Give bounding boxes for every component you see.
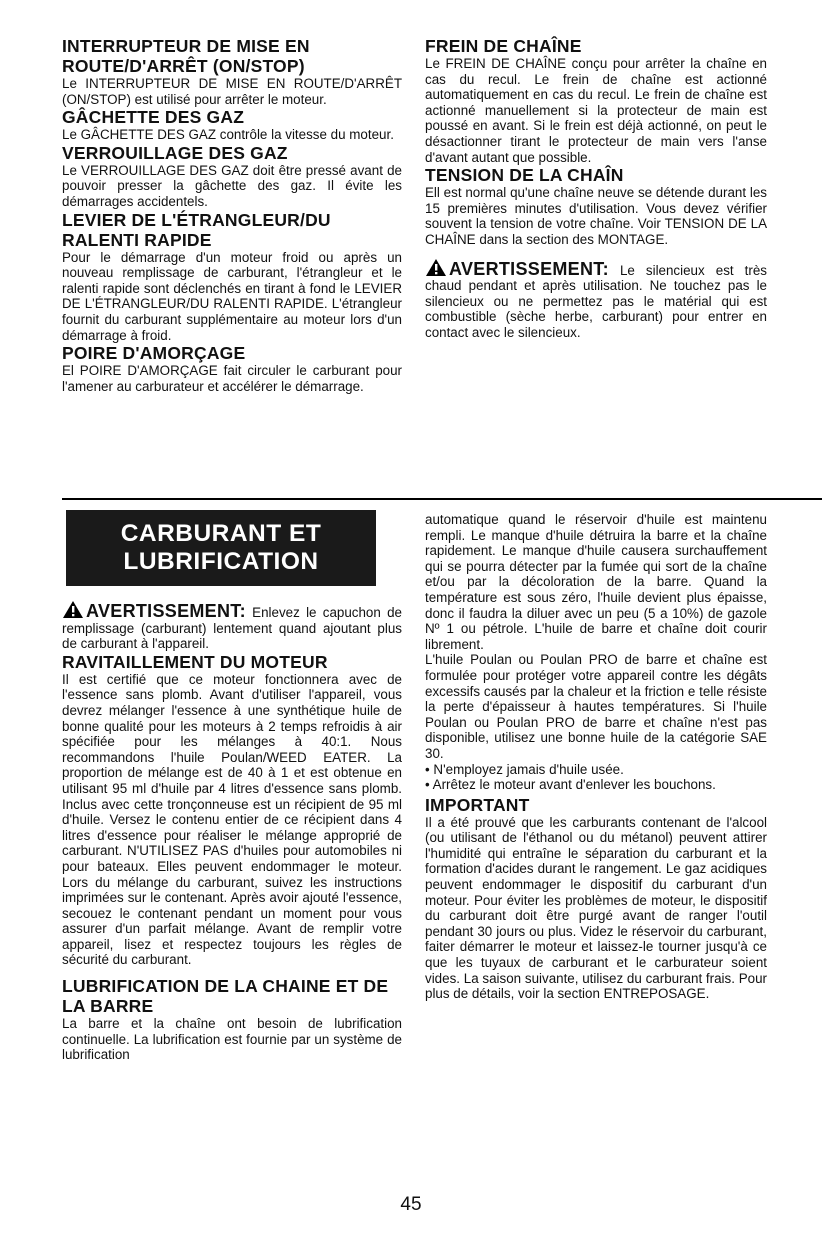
text-chain-brake: Le FREIN DE CHAÎNE conçu pour arrêter la chaîne en cas du recul. Le frein de chaîne est actionné automatiquement en cas du recul. Le frein de chaîne est actionné manuellement si la protecteur de main est poussé en avant. Si le frein est déjà actionné, on peut le désactionner tirant le protecteur de main vers l'anse d'avant autant que possible. bbox=[425, 56, 767, 165]
text-important: Il a été prouvé que les carburants contenant de l'alcool (ou utilisant de l'éthanol ou du métanol) peuvent attirer l'humidité qui entraîne le séparation du carburant et la formation d'acides durant le rangement. Le gaz acidiques peuvent endommager le dispositif du carburant d'un moteur. Pour éviter les problèmes de moteur, le dispositif du carburant doit être purgé avant de ranger l'outil pendant 30 jours ou plus. Videz le réservoir du carburant, faiter démarrer le moteur et laissez-le tourner jusqu'à ce que les tuyaux de carburant et le carburateur soient vides. La saison suivante, utilisez du carburant frais. Pour plus de détails, voir la section ENTREPOSAGE. bbox=[425, 814, 767, 1002]
warning-label: AVERTISSEMENT: bbox=[86, 601, 246, 621]
text-oil-continued: automatique quand le réservoir d'huile est maintenu rempli. Le manque d'huile détruira la barre et la chaîne rapidement. Le manque d'huile causera surchauffement qui se pourra détecter par la fumée qui sort de la chaîne et/ou par la décoloration de la barre. Quand la température est sous zéro, l'huile devient plus épaisse, donc il faudra la diluer avec un peu (5 a 10%) de gazole Nº 1 ou pétrole. L'huile de barre et chaîne doit courir librement. bbox=[425, 512, 767, 652]
heading-choke-lever: LEVIER DE L'ÉTRANGLEUR/DU RALENTI RAPIDE bbox=[62, 209, 331, 250]
text-on-stop-switch: Le INTERRUPTEUR DE MISE EN ROUTE/D'ARRÊT (ON/STOP) est utilisé pour arrêter le moteur. bbox=[62, 76, 402, 107]
bullet-item: • Arrêtez le moteur avant d'enlever les bouchons. bbox=[425, 777, 716, 793]
top-left-column bbox=[62, 36, 402, 394]
text-bar-chain-lubrication: La barre et la chaîne ont besoin de lubrification continuelle. La lubrification est fournie par un système de lubrification bbox=[62, 1016, 402, 1063]
heading-important: IMPORTANT bbox=[425, 794, 530, 815]
muffler-warning bbox=[425, 258, 767, 341]
warning-text: Le silencieux est très chaud pendant et après utilisation. Ne touchez pas le silencieux ou ne permettez pas le matérial qui est combustible (sèche herbe, carburant) pour entrer en contact avec le silencieux. bbox=[425, 262, 767, 340]
warning-label: AVERTISSEMENT: bbox=[449, 258, 609, 279]
fuel-cap-warning bbox=[62, 600, 402, 652]
warning-triangle-icon bbox=[62, 600, 84, 619]
section-divider bbox=[62, 498, 822, 500]
top-right-column bbox=[425, 36, 767, 341]
bottom-left-column bbox=[62, 600, 402, 1063]
heading-on-stop-switch: INTERRUPTEUR DE MISE EN ROUTE/D'ARRÊT (ON/STOP) bbox=[62, 36, 310, 76]
warning-text: Enlevez le capuchon de remplissage (carburant) lentement quand ajoutant plus de carburant à l'appareil. bbox=[62, 605, 402, 652]
heading-primer-bulb: POIRE D'AMORÇAGE bbox=[62, 343, 246, 364]
warning-triangle-icon bbox=[425, 258, 447, 277]
text-throttle-trigger: Le GÂCHETTE DES GAZ contrôle la vitesse du moteur. bbox=[62, 127, 394, 143]
page-number: 45 bbox=[400, 1194, 422, 1215]
text-poulan-oil: L'huile Poulan ou Poulan PRO de barre et chaîne est formulée pour protéger votre appareil contre les dégâts excessifs causés par la chaleur et la friction e telle résiste la perte d'épaisseur à hautes températures. Si l'huile Poulan ou Poulan PRO de barre et chaîne n'est pas disponible, utilisez une bonne huile de la catégorie SAE 30. bbox=[425, 652, 767, 761]
bullet-item: • N'employez jamais d'huile usée. bbox=[425, 761, 624, 777]
text-throttle-lock: Le VERROUILLAGE DES GAZ doit être pressé avant de pouvoir presser la gâchette des gaz. Il évite les démarrages accidentels. bbox=[62, 162, 402, 209]
heading-bar-chain-lubrication: LUBRIFICATION DE LA CHAINE ET DE LA BARRE bbox=[62, 976, 389, 1017]
bottom-right-column bbox=[425, 512, 767, 1002]
heading-chain-brake: FREIN DE CHAÎNE bbox=[425, 36, 582, 56]
text-chain-tension: Ell est normal qu'une chaîne neuve se détende durant les 15 premières minutes d'utilisation. Vous devez vérifier souvent la tension de votre chaîne. Voir TENSION DE LA CHAÎNE dans la section des MONTAGE. bbox=[425, 185, 767, 247]
heading-throttle-lock: VERROUILLAGE DES GAZ bbox=[62, 142, 288, 163]
section-title-banner bbox=[66, 510, 376, 586]
text-choke-lever: Pour le démarrage d'un moteur froid ou après un nouveau remplissage de carburant, l'étrangleur et le ralenti rapide sont déclenchés en tirant à fond le LEVIER DE L'ÉTRANGLEUR/DU RALENTI RAPIDE. L'étrangleur fournit du carburant supplémentaire au moteur lors d'un démarrage à froid. bbox=[62, 249, 402, 343]
heading-fueling-engine: RAVITAILLEMENT DU MOTEUR bbox=[62, 651, 328, 672]
text-primer-bulb: El POIRE D'AMORÇAGE fait circuler le carburant pour l'amener au carburateur et accélérer le démarrage. bbox=[62, 363, 402, 394]
banner-line-2: LUBRIFICATION bbox=[123, 548, 319, 575]
banner-line-1: CARBURANT ET bbox=[120, 520, 322, 547]
heading-chain-tension: TENSION DE LA CHAÎN bbox=[425, 165, 624, 186]
heading-throttle-trigger: GÂCHETTE DES GAZ bbox=[62, 107, 245, 128]
text-fueling-engine: Il est certifié que ce moteur fonctionnera avec de l'essence sans plomb. Avant d'utiliser l'appareil, vous devrez mélanger l'essence à une synthétique huile de bonne qualité pour les moteurs à 2 temps refroidis à air spécifiée pour les mélanges à 40:1. Nous recommandons l'huile Poulan/WEED EATER. La proportion de mélange est de 40 à 1 et est obtenue en utilisant 95 ml d'huile par 4 litres d'essence sans plomb. Inclus avec cette tronçonneuse est un récipient de 95 ml d'huile. Versez le contenu entier de ce récipient dans 4 litres d'essence pour réaliser le mélange approprié de carburant. N'UTILISEZ PAS d'huiles pour automobiles ni pour bateaux. Elles peuvent endommager le moteur. Lors du mélange du carburant, suivez les instructions imprimées sur le contenant. Après avoir ajouté l'essence, secouez le contenant pendant un moment pour vous assurer d'un parfait mélange. Avant de remplir votre appareil, lisez et respectez toujours les règles de sécurité du carburant. bbox=[62, 671, 402, 968]
